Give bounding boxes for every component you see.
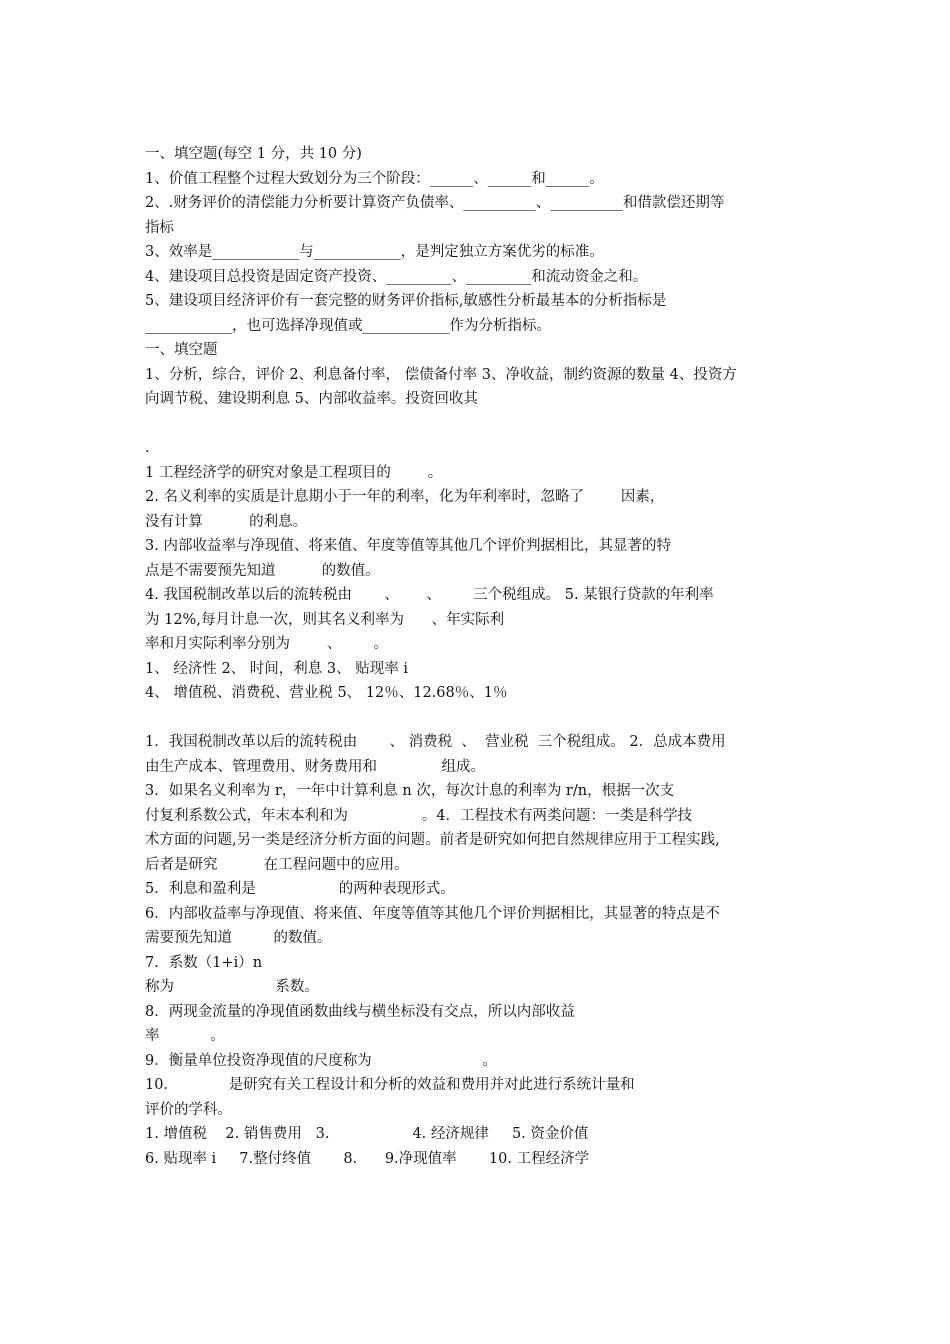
question-line: ____________，也可选择净现值或____________作为分析指标。: [145, 317, 551, 334]
question-line: 2. 名义利率的实质是计息期小于一年的利率，化为年利率时，忽略了 因素，: [145, 489, 665, 505]
question-line: 3. 内部收益率与净现值、将来值、年度等值等其他几个评价判据相比，其显著的特: [145, 538, 671, 554]
question-line: 2、.财务评价的清偿能力分析要计算资产负债率、__________、__________和借款偿还期等: [145, 195, 725, 211]
question-line: 指标: [145, 219, 174, 236]
question-line: 率 。: [145, 1028, 225, 1044]
blank-line: [145, 412, 810, 437]
question-line: 4、建设项目总投资是固定资产投资、_________、_________和流动资金之和。: [145, 268, 648, 285]
question-line: 没有计算 的利息。: [145, 513, 308, 530]
question-line: 3．如果名义利率为 r，一年中计算利息 n 次，每次计息的利率为 r/n，根据一次支: [145, 783, 675, 799]
question-line: 点是不需要预先知道 的数值。: [145, 562, 380, 579]
answer-line: 1. 增值税 2. 销售费用 3. 4. 经济规律 5. 资金价值: [145, 1126, 589, 1142]
question-line: 率和月实际利率分别为 、 。: [145, 636, 389, 652]
question-line: 1．我国税制改革以后的流转税由 、 消费税 、 营业税 三个税组成。 2．总成本费用: [145, 734, 726, 750]
question-line: 4. 我国税制改革以后的流转税由 、 、 三个税组成。 5. 某银行贷款的年利率: [145, 587, 714, 603]
question-line: 术方面的问题,另一类是经济分析方面的问题。前者是研究如何把自然规律应用于工程实践,: [145, 832, 720, 848]
document-page: [145, 142, 810, 1171]
question-line: 称为 系数。: [145, 979, 319, 995]
question-line: 10． 是研究有关工程设计和分析的效益和费用并对此进行系统计量和: [145, 1077, 635, 1093]
answer-line: 6. 贴现率 i 7.整付终值 8. 9.净现值率 10. 工程经济学: [145, 1150, 590, 1167]
question-line: 7．系数（1+i）n: [145, 954, 263, 971]
answer-line: 4、 增值税、消费税、营业税 5、 12％、12.68％、1％: [145, 685, 508, 701]
question-line: 5．利息和盈利是 的两种表现形式。: [145, 881, 455, 897]
question-line: 8．两现金流量的净现值函数曲线与横坐标没有交点，所以内部收益: [145, 1003, 575, 1020]
question-line: 由生产成本、管理费用、财务费用和 组成。: [145, 758, 486, 775]
blank-line: [145, 706, 810, 731]
question-line: 付复利系数公式，年末本利和为 。4．工程技术有两类问题：一类是科学技: [145, 807, 692, 824]
dot-line: .: [145, 440, 150, 456]
question-line: 需要预先知道 的数值。: [145, 930, 332, 946]
question-line: 评价的学科。: [145, 1101, 232, 1118]
question-line: 3、效率是____________与____________，是判定独立方案优劣的标准。: [145, 244, 604, 260]
section-heading: 一、填空题: [145, 342, 218, 358]
answer-line: 1、 经济性 2、 时间，利息 3、 贴现率 i: [145, 660, 408, 677]
section-heading: 一、填空题(每空 1 分，共 10 分): [145, 146, 362, 162]
question-line: 1 工程经济学的研究对象是工程项目的 。: [145, 464, 443, 481]
answer-line: 1、分析，综合，评价 2、利息备付率， 偿债备付率 3、净收益，制约资源的数量 4、投资方: [145, 366, 737, 383]
question-line: 9．衡量单位投资净现值的尺度称为 。: [145, 1052, 497, 1069]
question-line: 5、建设项目经济评价有一套完整的财务评价指标,敏感性分析最基本的分析指标是: [145, 293, 667, 309]
question-line: 1、价值工程整个过程大致划分为三个阶段：______、______和______。: [145, 170, 604, 187]
question-line: 为 12%,每月计息一次，则其名义利率为 、年实际利: [145, 611, 505, 628]
question-line: 6．内部收益率与净现值、将来值、年度等值等其他几个评价判据相比，其显著的特点是不: [145, 905, 720, 922]
question-line: 后者是研究 在工程问题中的应用。: [145, 856, 409, 873]
answer-line: 向调节税、建设期利息 5、内部收益率。投资回收其: [145, 391, 478, 407]
